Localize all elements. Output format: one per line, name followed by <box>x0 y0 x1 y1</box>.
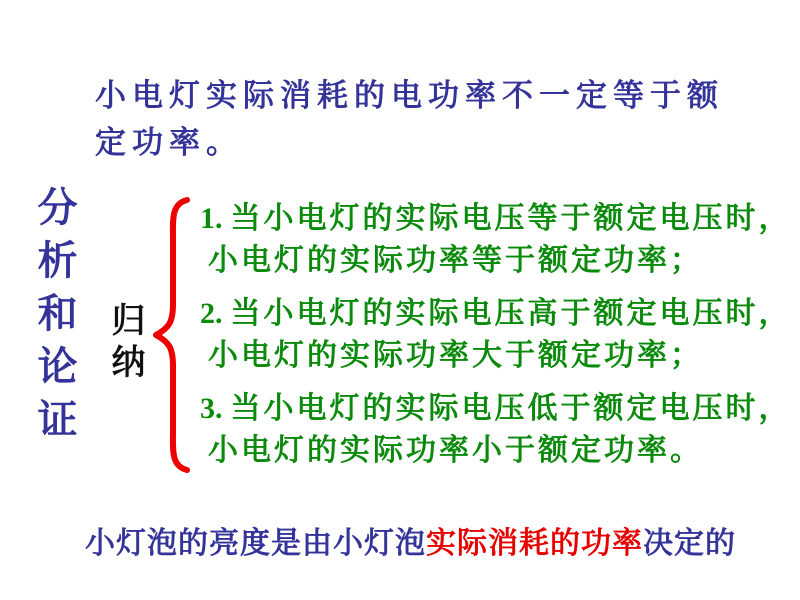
side-label-analysis-and-argument: 分析和论证 <box>32 186 77 451</box>
point-2-line-2: 小电灯的实际功率大于额定功率； <box>208 339 703 372</box>
point-3-line-1: 3. 当小电灯的实际电压低于额定电压时， <box>200 392 792 425</box>
point-3-line-2: 小电灯的实际功率小于额定功率。 <box>208 434 703 467</box>
point-1-line-1: 1. 当小电灯的实际电压等于额定电压时， <box>200 202 792 235</box>
left-curly-brace-icon <box>146 194 194 476</box>
page-title <box>95 72 724 166</box>
brace-label-induction: 归纳 <box>106 302 143 386</box>
footer-conclusion-highlight: 实际消耗的功率 <box>426 527 643 560</box>
footer-conclusion-prefix: 小灯泡的亮度是由小灯泡 <box>85 527 426 560</box>
list-item-point-3 <box>200 388 792 472</box>
list-item-point-2 <box>200 293 792 377</box>
footer-conclusion <box>85 518 736 562</box>
point-1-number: 1. <box>200 202 223 235</box>
point-2-number: 2. <box>200 297 223 330</box>
point-2-line-1: 2. 当小电灯的实际电压高于额定电压时， <box>200 297 792 330</box>
footer-conclusion-suffix: 决定的 <box>643 527 736 560</box>
point-1-line-2: 小电灯的实际功率等于额定功率； <box>208 244 703 277</box>
page-title-line-2: 定功率。 <box>95 125 243 160</box>
point-3-number: 3. <box>200 392 223 425</box>
point-list <box>200 198 792 483</box>
list-item-point-1 <box>200 198 792 282</box>
page-title-line-1: 小电灯实际消耗的电功率不一定等于额 <box>95 78 724 113</box>
